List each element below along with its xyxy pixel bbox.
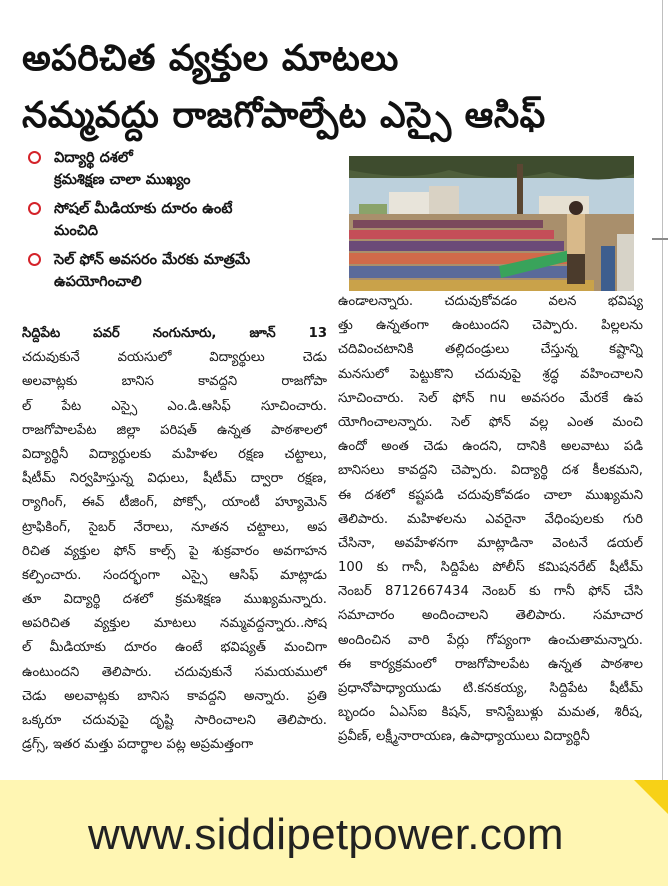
article-line: విద్యార్థినీ విద్యార్థులకు మహిళల రక్షణ చట్టాలు, bbox=[22, 446, 327, 462]
article-line: 100 కు గానీ, సిద్దిపేట పోలీస్ కమిషనరేట్ షీటీమ్ bbox=[338, 560, 643, 576]
article-line: అందించిన వారి పేర్లు గోప్యంగా ఉంచుతామన్నారు. bbox=[338, 632, 643, 648]
news-photo bbox=[349, 156, 634, 291]
highlight-text: విద్యార్థి దశలో bbox=[54, 150, 133, 166]
article-line: ల్ మీడియాకు దూరం ఉంటే భవిష్యత్ మంచిగా bbox=[22, 640, 327, 656]
highlight-text: మంచిది bbox=[54, 222, 99, 239]
article-line: నెంబర్ 8712667434 నెంబర్ కు గానీ ఫోన్ చేసి bbox=[338, 584, 643, 600]
article-line: ఉంటుందని తెలిపారు. చదువుకునే సమయములో bbox=[22, 664, 327, 680]
dateline: సిద్దిపేట పవర్ నంగునూరు, జూన్ 13 bbox=[22, 326, 327, 341]
article-line: తూ విద్యార్థి దశలో క్రమశిక్షణ ముఖ్యమన్నారు. bbox=[22, 592, 327, 608]
article-line: బానిసలు కావద్దని చెప్పారు. విద్యార్థి దశ కీలకమని, bbox=[338, 463, 643, 479]
article-line: బృందం ఏఎస్ఐ కిషన్, కానిస్టేబుళ్లు మమత, శిరీష, bbox=[338, 705, 643, 721]
article-line: ర్యాగింగ్, ఈవ్ టీజింగ్, పోక్సో, యాంటీ హ్యూమెన్ bbox=[22, 495, 327, 511]
footer-corner-accent bbox=[634, 780, 668, 814]
headline bbox=[22, 30, 642, 144]
article-column-left bbox=[22, 322, 327, 757]
article-line: త్తు ఉన్నతంగా ఉంటుందని చెప్పారు. పిల్లలను bbox=[338, 318, 643, 334]
article-line: కల్పించారు. సందర్భంగా ఎస్సై ఆసిఫ్ మాట్లాడు bbox=[22, 567, 327, 583]
bullet-circle-icon bbox=[28, 151, 41, 164]
article-line: ఒక్కరూ చదువుపై దృష్టి సారించాలని తెలిపారు. bbox=[22, 713, 327, 728]
school-event-photo bbox=[349, 156, 634, 291]
highlights-list bbox=[26, 148, 336, 301]
article-line: డ్రగ్స్, ఇతర మత్తు పదార్థాల పట్ల అప్రమత్తంగా bbox=[22, 737, 254, 753]
article-column-right bbox=[338, 290, 643, 750]
highlight-text: క్రమశిక్షణ చాలా ముఖ్యం bbox=[54, 171, 191, 188]
headline-line-2: నమ్మవద్దు రాజగోపాల్పేట ఎస్సై ఆసిఫ్ bbox=[22, 95, 546, 136]
highlight-item bbox=[26, 199, 336, 242]
article-line: ప్రవీణ్, లక్ష్మీనారాయణ, ఉపాధ్యాయులు విద్యార్థినీ bbox=[338, 729, 590, 745]
article-line: ఈ దశలో కష్టపడి చదువుకోవడం చాలా ముఖ్యమని bbox=[338, 487, 643, 503]
article-line: సమాచారం అందించాలని తెలిపారు. సమాచార bbox=[338, 608, 643, 624]
column-rule bbox=[662, 0, 663, 780]
rule-marker bbox=[652, 238, 668, 240]
article-line: తెలిపారు. మహిళలను ఎవరైనా వేధింపులకు గురి bbox=[338, 511, 643, 527]
article-line: ట్రాఫికింగ్, సైబర్ నేరాలు, నూతన చట్టాలు, అప bbox=[22, 519, 327, 535]
website-link[interactable]: www.siddipetpower.com bbox=[88, 810, 564, 859]
highlight-text: సోషల్ మీడియాకు దూరం ఉంటే bbox=[54, 201, 233, 217]
highlight-item bbox=[26, 250, 336, 293]
highlight-item bbox=[26, 148, 336, 191]
article-line: అపరిచిత వ్యక్తుల మాటలు నమ్మవద్దన్నారు..సోష bbox=[22, 616, 327, 632]
article-line: ప్రధానోపాధ్యాయుడు టి.కనకయ్య, సిద్దిపేట షీటీమ్ bbox=[338, 681, 643, 696]
highlight-text: ఉపయోగించాలి bbox=[54, 273, 142, 290]
article-line: రిచిత వ్యక్తుల ఫోన్ కాల్స్ పై శుక్రవారం అవగాహన bbox=[22, 543, 327, 559]
footer-banner bbox=[0, 780, 668, 886]
article-line: ఉందో అంత చెడు ఉందని, దానికి అలవాటు పడి bbox=[338, 439, 643, 455]
article-line: చేసినా, అవహేళనగా మాట్లాడినా వెంటనే డయల్ bbox=[338, 535, 643, 551]
article-line: ఈ కార్యక్రమంలో రాజగోపాలపేట ఉన్నత పాఠశాల bbox=[338, 656, 643, 672]
article-line: అలవాట్లకు బానిస కావద్దని రాజగోపా bbox=[22, 374, 327, 390]
article-line: ఉండాలన్నారు. చదువుకోవడం వలన భవిష్య bbox=[338, 294, 643, 309]
highlight-text: సెల్ ఫోన్ అవసరం మేరకు మాత్రమే bbox=[54, 252, 251, 268]
article-line: చెడు అలవాట్లకు బానిస కావద్దని అన్నారు. ప్రతి bbox=[22, 688, 327, 704]
article-line: మనసులో పెట్టుకొని చదువుపై శ్రద్ధ వహించాలని bbox=[338, 366, 643, 382]
article-line: యోగించాలన్నారు. సెల్ ఫోన్ వల్ల ఎంత మంచి bbox=[338, 414, 643, 430]
article-line: చదువుకునే వయసులో విద్యార్థులు చెడు bbox=[22, 350, 327, 366]
headline-line-1: అపరిచిత వ్యక్తుల మాటలు bbox=[22, 38, 399, 79]
article-line: రాజగోపాలపేట జిల్లా పరిషత్ ఉన్నత పాఠశాలలో bbox=[22, 422, 327, 438]
article-line: షీటీమ్ నిర్వహిస్తున్న విధులు, షీటీమ్ ద్వారా రక్షణ, bbox=[22, 471, 327, 487]
article-line: చదివించటానికి తల్లిదండ్రులు చేస్తున్న కష్టాన్ని bbox=[338, 342, 643, 358]
article-line: ల్ పేట ఎస్సై ఎం.డి.ఆసిఫ్ సూచించారు. bbox=[22, 398, 327, 414]
bullet-circle-icon bbox=[28, 253, 41, 266]
bullet-circle-icon bbox=[28, 202, 41, 215]
article-line: సూచించారు. సెల్ ఫోన్ nu అవసరం మేరకే ఉప bbox=[338, 390, 643, 406]
